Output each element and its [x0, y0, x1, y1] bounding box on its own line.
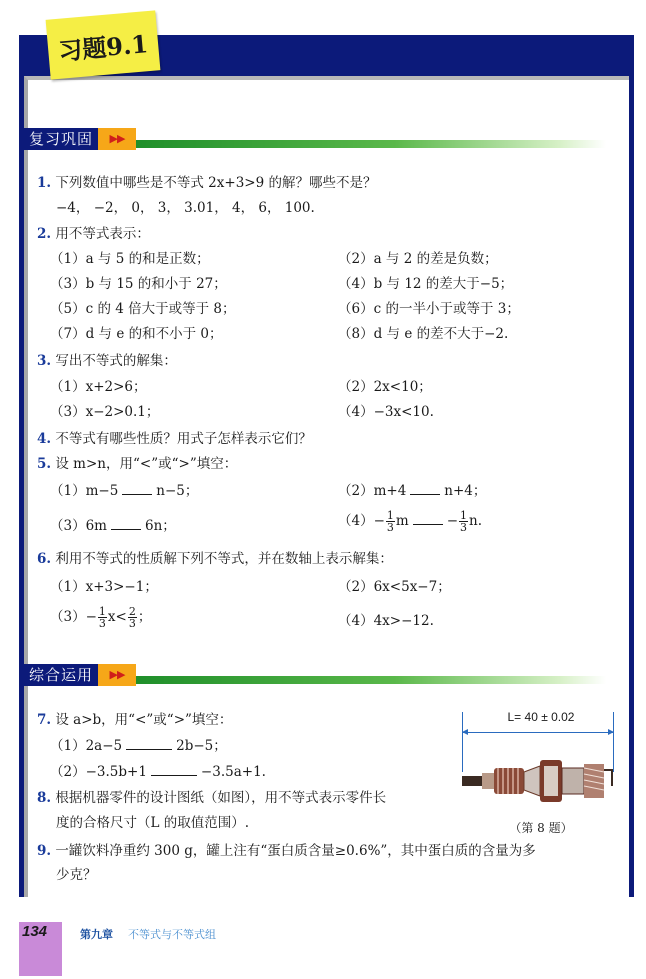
question-3 [37, 352, 177, 370]
question-text: 设 m>n，用“<”或“>”填空： [55, 456, 238, 472]
q3-item-3: （3）x−2>0.1； [50, 404, 160, 420]
question-1-values: −4， −2， 0， 3， 3.01， 4， 6， 100. [56, 200, 315, 216]
question-text: 一罐饮料净重约 300 g，罐上注有“蛋白质含量≥0.6%”，其中蛋白质的含量为多 [55, 843, 536, 859]
chapter-title: 不等式与不等式组 [128, 928, 216, 941]
question-6 [37, 550, 393, 568]
q2-item-2: （2）a 与 2 的差是负数； [338, 251, 498, 267]
answer-blank[interactable] [111, 517, 141, 530]
q7-item-1: （1）2a−5 2b−5； [50, 738, 227, 754]
question-7 [37, 711, 232, 729]
section-divider [136, 140, 606, 148]
q2-item-5: （5）c 的 4 倍大于或等于 8； [50, 301, 236, 317]
question-text: 利用不等式的性质解下列不等式，并在数轴上表示解集： [55, 551, 393, 567]
figure-caption: （第 8 题） [509, 821, 573, 835]
q2-item-8: （8）d 与 e 的差不大于−2. [338, 326, 509, 342]
question-number: 6. [37, 551, 52, 567]
question-text: 写出不等式的解集： [55, 353, 177, 369]
exercise-title: 习题9.1 [57, 28, 150, 66]
q6-item-3: （3）− $\frac{1}{3}$ x< $\frac{2}{3}$ ； [50, 605, 152, 630]
q2-item-7: （7）d 与 e 的和不小于 0； [50, 326, 223, 342]
answer-blank[interactable] [413, 512, 443, 525]
fraction: $\frac{1}{3}$ [98, 605, 106, 630]
section-label: 综合运用 [24, 664, 98, 686]
question-8 [37, 789, 386, 807]
section-divider [136, 676, 606, 684]
question-9 [37, 842, 536, 860]
section-header-review [24, 128, 606, 150]
arrow-left-icon [462, 729, 468, 735]
question-number: 2. [37, 226, 52, 242]
question-number: 4. [37, 431, 52, 447]
question-number: 8. [37, 790, 52, 806]
q5-item-2: （2）m+4 n+4； [338, 483, 487, 499]
question-4 [37, 430, 312, 448]
question-number: 9. [37, 843, 52, 859]
q5-item-3: （3）6m 6n； [50, 518, 176, 534]
double-arrow-icon: ▶▶ [98, 664, 136, 686]
q5-item-1: （1）m−5 n−5； [50, 483, 199, 499]
question-text: 根据机器零件的设计图纸（如图），用不等式表示零件长 [55, 790, 387, 806]
section-header-application [24, 664, 606, 686]
q3-item-2: （2）2x<10； [338, 379, 432, 395]
question-2 [37, 225, 150, 243]
question-text: 下列数值中哪些是不等式 2x+3>9 的解？哪些不是？ [55, 175, 377, 191]
question-text: 不等式有哪些性质？用式子怎样表示它们？ [55, 431, 312, 447]
q2-item-4: （4）b 与 12 的差大于−5； [338, 276, 514, 292]
q6-item-4: （4）4x>−12. [338, 613, 434, 629]
question-5 [37, 455, 237, 473]
q2-item-3: （3）b 与 15 的和小于 27； [50, 276, 227, 292]
question-9-cont: 少克？ [56, 867, 97, 883]
answer-blank[interactable] [151, 763, 197, 776]
q2-item-6: （6）c 的一半小于或等于 3； [338, 301, 520, 317]
question-8-cont: 度的合格尺寸（L 的取值范围）. [56, 815, 250, 831]
q2-item-1: （1）a 与 5 的和是正数； [50, 251, 210, 267]
q6-item-2: （2）6x<5x−7； [338, 579, 451, 595]
fraction: $\frac{1}{3}$ [386, 509, 394, 534]
spark-plug-icon [462, 756, 614, 804]
answer-blank[interactable] [410, 482, 440, 495]
question-1 [37, 174, 376, 192]
part-figure [458, 706, 624, 838]
arrow-right-icon [608, 729, 614, 735]
answer-blank[interactable] [122, 482, 152, 495]
question-text: 用不等式表示： [55, 226, 150, 242]
chapter-label: 第九章 [80, 928, 113, 941]
page-number: 134 [22, 923, 48, 940]
q6-item-1: （1）x+3>−1； [50, 579, 158, 595]
question-number: 7. [37, 712, 52, 728]
exercise-title-note [46, 10, 161, 79]
q7-item-2: （2）−3.5b+1 −3.5a+1. [50, 764, 266, 780]
q5-item-4: （4）− $\frac{1}{3}$ m − $\frac{1}{3}$ n. [338, 509, 483, 534]
section-label: 复习巩固 [24, 128, 98, 150]
question-number: 3. [37, 353, 52, 369]
question-text: 设 a>b，用“<”或“>”填空： [55, 712, 233, 728]
dimension-label: L= 40 ± 0.02 [507, 710, 575, 724]
question-number: 1. [37, 175, 52, 191]
q3-item-1: （1）x+2>6； [50, 379, 147, 395]
question-number: 5. [37, 456, 52, 472]
double-arrow-icon: ▶▶ [98, 128, 136, 150]
answer-blank[interactable] [126, 737, 172, 750]
fraction: $\frac{2}{3}$ [128, 605, 136, 630]
q3-item-4: （4）−3x<10. [338, 404, 434, 420]
fraction: $\frac{1}{3}$ [460, 509, 468, 534]
